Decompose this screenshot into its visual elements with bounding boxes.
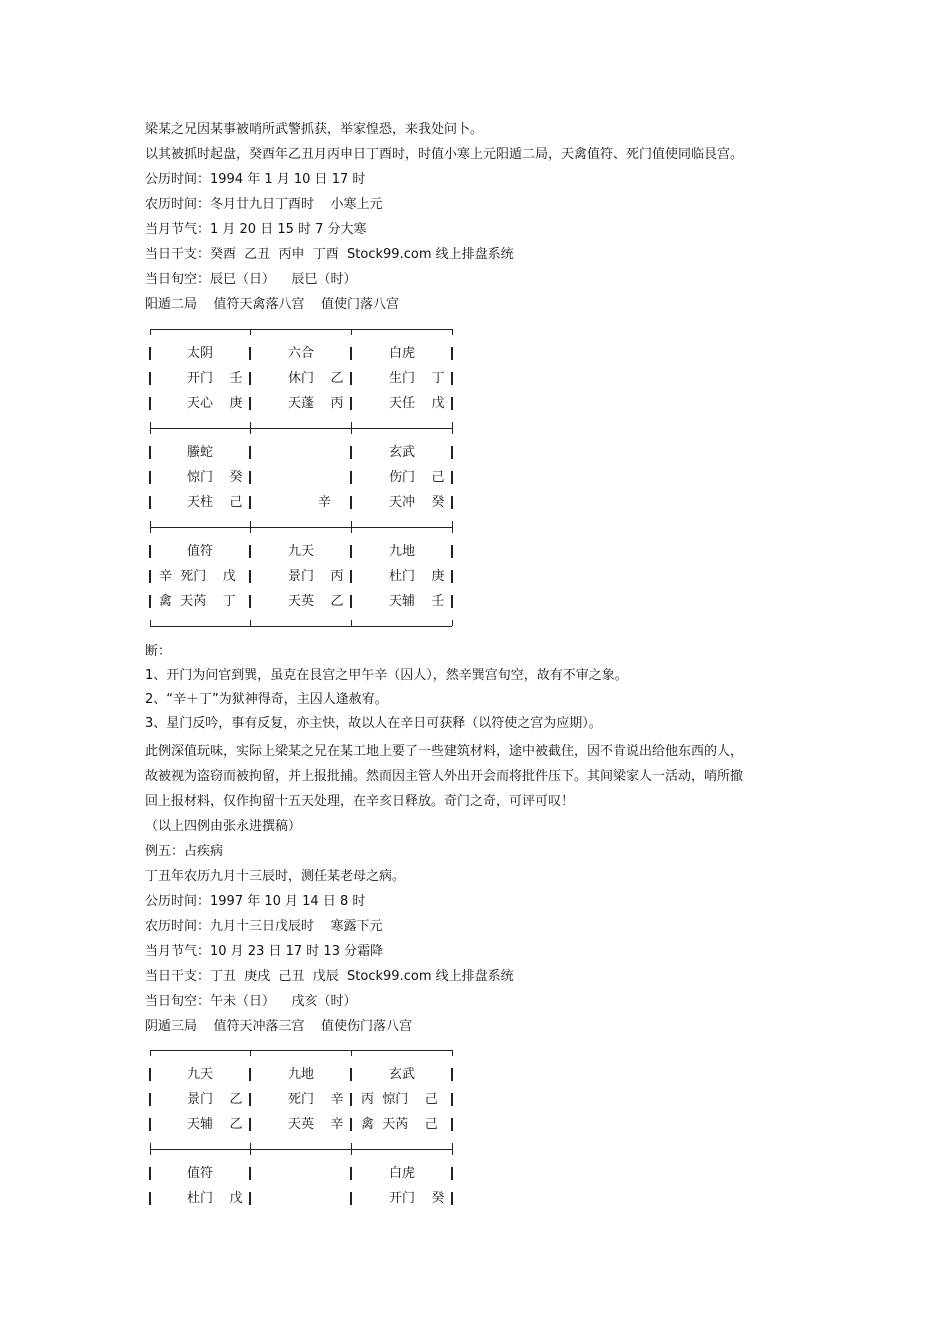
palace-door: 惊门 癸 bbox=[187, 470, 243, 485]
palace-deity: 玄武 bbox=[389, 1067, 416, 1082]
palace-deity: 九地 bbox=[389, 544, 416, 559]
palace-deity: 九天 bbox=[288, 544, 315, 559]
palace-deity: 值符 bbox=[187, 1166, 214, 1181]
text-line: 当月节气：10 月 23 日 17 时 13 分霜降 bbox=[145, 944, 384, 959]
text-line: 当月节气：1 月 20 日 15 时 7 分大寒 bbox=[145, 222, 367, 237]
palace-door: 辛 死门 戊 bbox=[159, 569, 236, 584]
text-line: 断： bbox=[145, 644, 172, 659]
palace-star: 天任 戊 bbox=[389, 396, 445, 411]
text-line: 当日干支：癸酉 乙丑 丙申 丁酉 Stock99.com 线上排盘系统 bbox=[145, 247, 514, 262]
text-line: 回上报材料，仅作拘留十五天处理，在辛亥日释放。奇门之奇，可评可叹！ bbox=[145, 794, 575, 809]
qimen-chart-2 bbox=[147, 1045, 455, 1215]
palace-door: 景门 丙 bbox=[288, 569, 344, 584]
palace-door: 丙 惊门 己 bbox=[361, 1092, 438, 1107]
palace-star: 天柱 己 bbox=[187, 495, 243, 510]
text-line: 公历时间：1997 年 10 月 14 日 8 时 bbox=[145, 894, 366, 909]
text-line: 1、开门为问官到巽，虽克在艮宫之甲午辛（囚人），然辛巽宫旬空，故有不审之象。 bbox=[145, 668, 628, 683]
palace-star: 禽 天芮 丁 bbox=[159, 594, 236, 609]
palace-center-stem: 辛 bbox=[260, 495, 331, 510]
palace-deity: 六合 bbox=[288, 346, 315, 361]
palace-door: 杜门 戊 bbox=[187, 1191, 243, 1206]
palace-deity: 九天 bbox=[187, 1067, 214, 1082]
text-line: 故被视为盗窃而被拘留，并上报批捕。然而因主管人外出开会而将批件压下。其间梁家人一活动，哨所撤 bbox=[145, 769, 744, 784]
text-line: 当日干支：丁丑 庚戌 己丑 戊辰 Stock99.com 线上排盘系统 bbox=[145, 969, 514, 984]
text-line: 2、“辛＋丁”为狱神得奇，主囚人逢赦宥。 bbox=[145, 692, 388, 707]
palace-deity: 玄武 bbox=[389, 445, 416, 460]
text-line: 丁丑年农历九月十三辰时，测任某老母之病。 bbox=[145, 869, 406, 884]
palace-star: 禽 天芮 己 bbox=[361, 1117, 438, 1132]
text-line: 阳遁二局 值符天禽落八宫 值使门落八宫 bbox=[145, 297, 400, 312]
palace-star: 天冲 癸 bbox=[389, 495, 445, 510]
text-line: 公历时间：1994 年 1 月 10 日 17 时 bbox=[145, 172, 366, 187]
text-line: 当日旬空：辰巳（日） 辰巳（时） bbox=[145, 272, 357, 287]
palace-star: 天英 辛 bbox=[288, 1117, 344, 1132]
text-line: 3、星门反吟，事有反复，亦主快，故以人在辛日可获释（以符使之宫为应期）。 bbox=[145, 716, 602, 731]
palace-door: 伤门 己 bbox=[389, 470, 445, 485]
palace-deity: 螣蛇 bbox=[187, 445, 214, 460]
palace-deity: 白虎 bbox=[389, 346, 416, 361]
palace-door: 死门 辛 bbox=[288, 1092, 344, 1107]
palace-door: 开门 癸 bbox=[389, 1191, 445, 1206]
palace-deity: 值符 bbox=[187, 544, 214, 559]
palace-deity: 白虎 bbox=[389, 1166, 416, 1181]
text-line: 例五：占疾病 bbox=[145, 844, 224, 859]
palace-door: 生门 丁 bbox=[389, 371, 445, 386]
palace-star: 天心 庚 bbox=[187, 396, 243, 411]
palace-star: 天英 乙 bbox=[288, 594, 344, 609]
qimen-chart-1 bbox=[147, 324, 455, 632]
palace-door: 景门 乙 bbox=[187, 1092, 243, 1107]
text-line: 此例深值玩味，实际上梁某之兄在某工地上要了一些建筑材料，途中被截住，因不肯说出给他东西的人， bbox=[145, 744, 744, 759]
palace-door: 休门 乙 bbox=[288, 371, 344, 386]
palace-star: 天蓬 丙 bbox=[288, 396, 344, 411]
palace-deity: 九地 bbox=[288, 1067, 315, 1082]
text-line: 梁某之兄因某事被哨所武警抓获，举家惶恐，来我处问卜。 bbox=[145, 122, 484, 137]
palace-door: 开门 壬 bbox=[187, 371, 243, 386]
text-line: 农历时间：冬月廿九日丁酉时 小寒上元 bbox=[145, 197, 383, 212]
text-line: （以上四例由张永进撰稿） bbox=[145, 819, 302, 834]
text-line: 以其被抓时起盘，癸酉年乙丑月丙申日丁酉时，时值小寒上元阳遁二局，天禽值符、死门值使同临艮宫。 bbox=[145, 147, 744, 162]
text-line: 当日旬空：午未（日） 戌亥（时） bbox=[145, 994, 357, 1009]
text-line: 农历时间：九月十三日戊辰时 寒露下元 bbox=[145, 919, 383, 934]
palace-star: 天辅 乙 bbox=[187, 1117, 243, 1132]
palace-star: 天辅 壬 bbox=[389, 594, 445, 609]
palace-door: 杜门 庚 bbox=[389, 569, 445, 584]
text-line: 阴遁三局 值符天冲落三宫 值使伤门落八宫 bbox=[145, 1019, 413, 1034]
palace-deity: 太阴 bbox=[187, 346, 214, 361]
